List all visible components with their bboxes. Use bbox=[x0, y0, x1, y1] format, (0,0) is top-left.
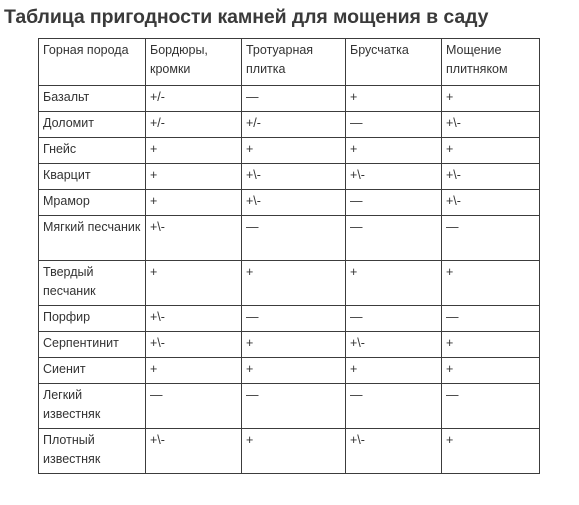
rating-cell: — bbox=[346, 306, 442, 332]
rating-cell: + bbox=[242, 138, 346, 164]
table-row bbox=[39, 429, 540, 474]
rock-name-cell: Мрамор bbox=[39, 190, 146, 216]
rating-cell: +\- bbox=[346, 164, 442, 190]
rock-name-cell: Мягкий песчаник bbox=[39, 216, 146, 261]
rating-cell: +\- bbox=[442, 164, 540, 190]
rock-name-cell: Доломит bbox=[39, 112, 146, 138]
rock-name-cell: Кварцит bbox=[39, 164, 146, 190]
rating-cell: — bbox=[242, 86, 346, 112]
rock-name-cell: Гнейс bbox=[39, 138, 146, 164]
rating-cell: — bbox=[146, 384, 242, 429]
header-cell-paving-tiles: Тротуарная плитка bbox=[242, 39, 346, 86]
rating-cell: — bbox=[242, 306, 346, 332]
rating-cell: +\- bbox=[442, 190, 540, 216]
rock-name-cell: Сиенит bbox=[39, 358, 146, 384]
rating-cell: +/- bbox=[146, 86, 242, 112]
table-row bbox=[39, 86, 540, 112]
rating-cell: +\- bbox=[146, 429, 242, 474]
rating-cell: — bbox=[242, 384, 346, 429]
rating-cell: + bbox=[442, 86, 540, 112]
rock-name-cell: Плотный известняк bbox=[39, 429, 146, 474]
rating-cell: — bbox=[346, 216, 442, 261]
page-title: Таблица пригодности камней для мощения в саду bbox=[4, 6, 489, 28]
header-cell-paving-stones: Брусчатка bbox=[346, 39, 442, 86]
rating-cell: + bbox=[346, 358, 442, 384]
table-header-row bbox=[39, 39, 540, 86]
rating-cell: + bbox=[242, 261, 346, 306]
rating-cell: +\- bbox=[242, 164, 346, 190]
rating-cell: — bbox=[442, 216, 540, 261]
rating-cell: + bbox=[442, 332, 540, 358]
table-row bbox=[39, 384, 540, 429]
rating-cell: + bbox=[442, 261, 540, 306]
rating-cell: + bbox=[146, 358, 242, 384]
rock-name-cell: Порфир bbox=[39, 306, 146, 332]
table-row bbox=[39, 306, 540, 332]
rock-name-cell: Серпентинит bbox=[39, 332, 146, 358]
rating-cell: + bbox=[442, 358, 540, 384]
table-row bbox=[39, 261, 540, 306]
rating-cell: +\- bbox=[146, 306, 242, 332]
table-row bbox=[39, 112, 540, 138]
header-cell-flagstone: Мощение плитняком bbox=[442, 39, 540, 86]
rating-cell: — bbox=[346, 112, 442, 138]
table-row bbox=[39, 164, 540, 190]
rating-cell: +\- bbox=[242, 190, 346, 216]
rating-cell: + bbox=[442, 429, 540, 474]
rating-cell: + bbox=[346, 138, 442, 164]
table-row bbox=[39, 332, 540, 358]
rock-name-cell: Базальт bbox=[39, 86, 146, 112]
rating-cell: + bbox=[346, 261, 442, 306]
rating-cell: +\- bbox=[346, 332, 442, 358]
rating-cell: + bbox=[146, 138, 242, 164]
rating-cell: +\- bbox=[442, 112, 540, 138]
table-row bbox=[39, 216, 540, 261]
rock-name-cell: Твердый песчаник bbox=[39, 261, 146, 306]
rating-cell: +\- bbox=[146, 332, 242, 358]
rating-cell: + bbox=[242, 429, 346, 474]
rating-cell: — bbox=[442, 384, 540, 429]
rating-cell: + bbox=[346, 86, 442, 112]
table-row bbox=[39, 358, 540, 384]
rating-cell: +/- bbox=[242, 112, 346, 138]
rating-cell: + bbox=[146, 261, 242, 306]
rating-cell: — bbox=[346, 190, 442, 216]
rating-cell: +/- bbox=[146, 112, 242, 138]
rating-cell: + bbox=[242, 332, 346, 358]
rating-cell: + bbox=[242, 358, 346, 384]
stone-suitability-table bbox=[38, 38, 540, 474]
header-cell-rock: Горная порода bbox=[39, 39, 146, 86]
rock-name-cell: Легкий известняк bbox=[39, 384, 146, 429]
table-row bbox=[39, 190, 540, 216]
rating-cell: + bbox=[146, 190, 242, 216]
rating-cell: + bbox=[442, 138, 540, 164]
rating-cell: +\- bbox=[146, 216, 242, 261]
rating-cell: +\- bbox=[346, 429, 442, 474]
header-cell-borders: Бордюры, кромки bbox=[146, 39, 242, 86]
rating-cell: + bbox=[146, 164, 242, 190]
rating-cell: — bbox=[242, 216, 346, 261]
rating-cell: — bbox=[346, 384, 442, 429]
rating-cell: — bbox=[442, 306, 540, 332]
table-row bbox=[39, 138, 540, 164]
